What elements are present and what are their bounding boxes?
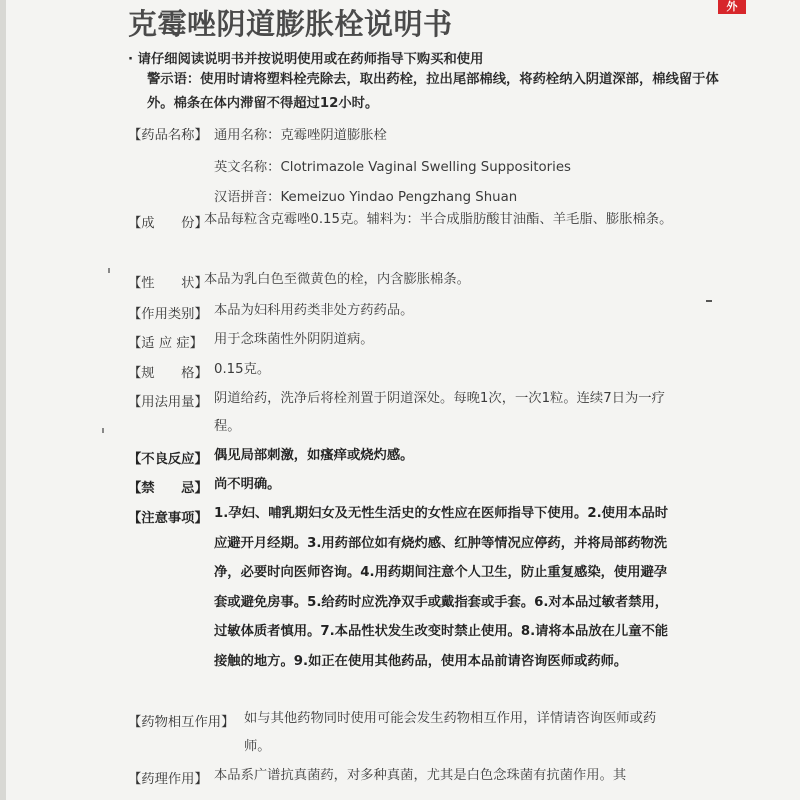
print-mark [108,268,110,273]
category-text: 本品为妇科用药类非处方药药品。 [214,303,414,318]
appearance-label: 【性 状】 [128,276,208,291]
dosage-label: 【用法用量】 [128,395,208,410]
contraindication-text: 尚不明确。 [214,477,281,492]
generic-name: 通用名称：克霉唑阴道膨胀栓 [214,128,387,143]
specification-text: 0.15克。 [214,362,271,377]
pharmacology-label: 【药理作用】 [128,772,208,787]
adverse-text: 偶见局部刺激，如瘙痒或烧灼感。 [214,448,414,463]
pharmacology-text: 本品系广谱抗真菌药，对多种真菌，尤其是白色念珠菌有抗菌作用。其 [214,768,627,783]
pinyin-name: 汉语拼音：Kemeizuo Yindao Pengzhang Shuan [214,190,518,205]
left-edge-shadow [0,0,6,800]
composition-text: 本品每粒含克霉唑0.15克。辅料为：半合成脂肪酸甘油酯、羊毛脂、膨胀棉条。 [204,212,673,227]
category-label: 【作用类别】 [128,307,208,322]
indication-text: 用于念珠菌性外阴阴道病。 [214,332,374,347]
document-title: 克霉唑阴道膨胀栓说明书 [128,7,453,41]
appearance-text: 本品为乳白色至微黄色的栓，内含膨胀棉条。 [204,272,470,287]
composition-label: 【成 份】 [128,216,208,231]
english-name: 英文名称：Clotrimazole Vaginal Swelling Suppositories [214,160,571,175]
interactions-text: 如与其他药物同时使用可能会发生药物相互作用，详情请咨询医师或药师。 [244,711,657,754]
dosage-text: 阴道给药，洗净后将栓剂置于阴道深处。每晚1次，一次1粒。连续7日为一疗程。 [214,391,665,434]
interactions-label: 【药物相互作用】 [128,715,235,730]
drug-name-label: 【药品名称】 [128,128,208,143]
indication-label: 【适 应 症】 [128,336,203,351]
warning-text: 警示语：使用时请将塑料栓壳除去，取出药栓，拉出尾部棉线，将药栓纳入阴道深部，棉线留于体外。棉条在体内滞留不得超过12小时。 [147,72,719,111]
precautions-text: 1.孕妇、哺乳期妇女及无性生活史的女性应在医师指导下使用。2.使用本品时应避开月经期。3.用药部位如有烧灼感、红肿等情况应停药，并将局部药物洗净，必要时向医师咨询。4.用药期间注意个人卫生，防止重复感染，使用避孕套或避免房事。5.给药时应洗净双手或戴指套或手套。6.对本品过敏者禁用，过敏体质者慎用。7.本品性状发生改变时禁止使用。8.请将本品放在儿童不能接触的地方。9.如正在使用其他药品，使用本品前请咨询医师或药师。 [214,506,669,669]
specification-label: 【规 格】 [128,366,208,381]
external-use-badge: 外 [718,0,746,14]
print-mark [706,300,712,302]
reading-notice: · 请仔细阅读说明书并按说明使用或在药师指导下购买和使用 [128,52,484,67]
precautions-label: 【注意事项】 [128,511,208,526]
contraindication-label: 【禁 忌】 [128,481,208,496]
print-mark [102,428,104,433]
adverse-label: 【不良反应】 [128,452,208,467]
